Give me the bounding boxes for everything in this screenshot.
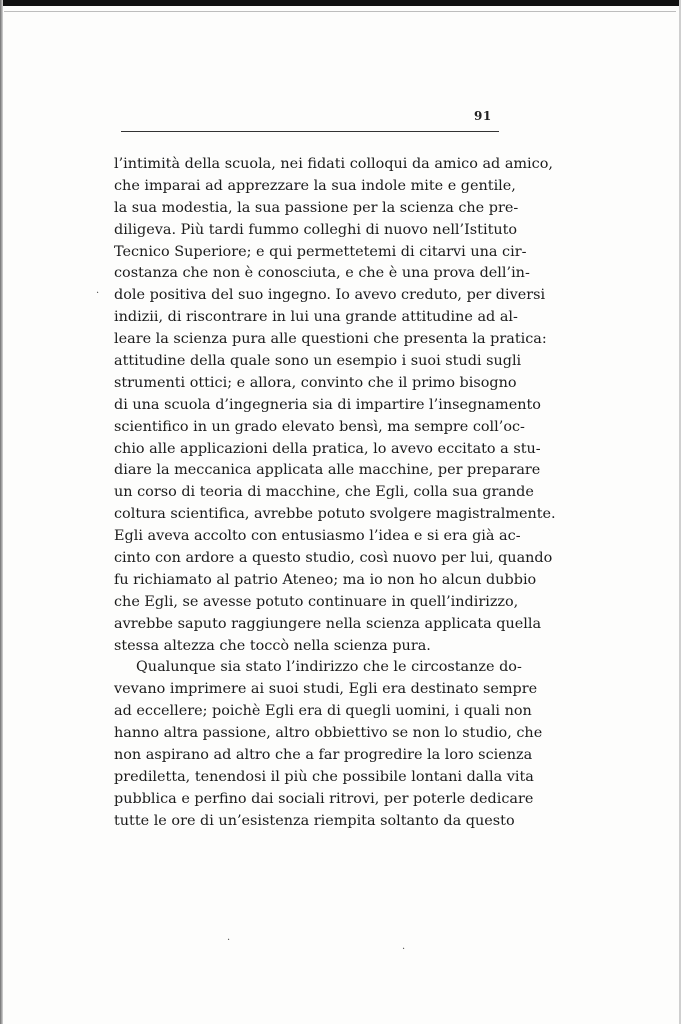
text-line: fu richiamato al patrio Ateneo; ma io non ho alcun dubbio	[114, 571, 537, 588]
text-line: leare la scienza pura alle questioni che presenta la pratica:	[114, 331, 547, 348]
text-line: attitudine della quale sono un esempio i suoi studi sugli	[114, 353, 522, 370]
text-line: Qualunque sia stato l’indirizzo che le circostanze do-	[136, 659, 522, 676]
text-line: stessa altezza che toccò nella scienza pura.	[114, 637, 431, 654]
paragraph-2	[114, 657, 543, 832]
text-line: diare la meccanica applicata alle macchine, per preparare	[114, 462, 541, 479]
scan-faint-rule	[4, 11, 676, 12]
body-text	[114, 154, 556, 833]
scan-speck: ·	[96, 288, 100, 299]
text-line: l’intimità della scuola, nei fidati colloqui da amico ad amico,	[114, 156, 553, 172]
text-line: coltura scientifica, avrebbe potuto svolgere magistralmente.	[114, 506, 556, 523]
text-line: la sua modestia, la sua passione per la scienza che pre-	[114, 199, 519, 216]
text-line: Egli aveva accolto con entusiasmo l’idea e si era già ac-	[114, 528, 521, 545]
text-line: che Egli, se avesse potuto continuare in quell’indirizzo,	[114, 593, 519, 610]
text-line: Tecnico Superiore; e qui permettetemi di citarvi una cir-	[114, 243, 527, 260]
text-line: dole positiva del suo ingegno. Io avevo creduto, per diversi	[114, 287, 546, 304]
paragraph-1	[114, 154, 556, 657]
text-line: tutte le ore di un’esistenza riempita soltanto da questo	[114, 812, 515, 829]
page-number: 91	[474, 109, 492, 123]
text-line: indizii, di riscontrare in lui una grande attitudine ad al-	[114, 309, 518, 326]
text-line: un corso di teoria di macchine, che Egli, colla sua grande	[114, 484, 534, 501]
text-line: ad eccellere; poichè Egli era di quegli uomini, i quali non	[114, 703, 532, 720]
scan-speck: ·	[227, 935, 231, 946]
header-rule	[121, 131, 499, 132]
text-line: avrebbe saputo raggiungere nella scienza applicata quella	[114, 615, 542, 632]
text-line: che imparai ad apprezzare la sua indole mite e gentile,	[114, 177, 516, 194]
text-line: chio alle applicazioni della pratica, lo avevo eccitato a stu-	[114, 440, 541, 457]
text-line: costanza che non è conosciuta, e che è una prova dell’in-	[114, 265, 530, 282]
text-line: hanno altra passione, altro obbiettivo se non lo studio, che	[114, 725, 543, 742]
text-line: vevano imprimere ai suoi studi, Egli era destinato sempre	[114, 681, 538, 698]
text-line: cinto con ardore a questo studio, così nuovo per lui, quando	[114, 550, 553, 567]
text-line: scientifico in un grado elevato bensì, ma sempre coll’oc-	[114, 418, 525, 435]
scan-left-edge	[0, 0, 3, 1024]
text-line: di una scuola d’ingegneria sia di impartire l’insegnamento	[114, 396, 541, 413]
text-line: diligeva. Più tardi fummo colleghi di nuovo nell’Istituto	[114, 221, 518, 238]
scan-top-edge	[0, 0, 681, 6]
text-line: non aspirano ad altro che a far progredire la loro scienza	[114, 747, 533, 764]
scan-speck: ·	[402, 944, 406, 955]
text-line: strumenti ottici; e allora, convinto che il primo bisogno	[114, 374, 517, 391]
text-line: prediletta, tenendosi il più che possibile lontani dalla vita	[114, 768, 534, 785]
text-line: pubblica e perfino dai sociali ritrovi, per poterle dedicare	[114, 790, 534, 807]
